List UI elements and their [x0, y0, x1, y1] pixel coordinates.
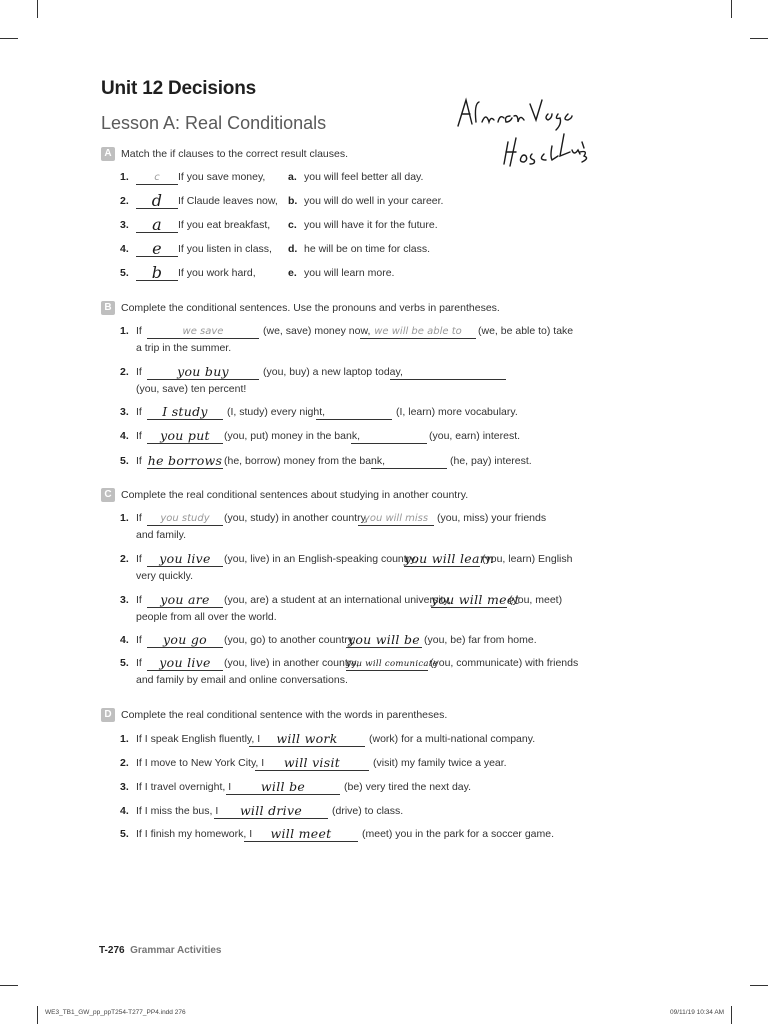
- answer-blank[interactable]: will be: [226, 781, 340, 795]
- answer-blank[interactable]: you are: [147, 594, 223, 608]
- answer-blank[interactable]: c: [136, 171, 178, 185]
- answer-blank[interactable]: [316, 406, 392, 420]
- answer-blank[interactable]: you study: [147, 512, 223, 526]
- answer-blank[interactable]: a: [136, 219, 178, 233]
- crop-mark: [731, 0, 732, 18]
- handwritten-signature: [452, 94, 592, 174]
- answer-blank[interactable]: [371, 455, 447, 469]
- answer-blank[interactable]: we will be able to: [360, 325, 476, 339]
- crop-mark: [731, 1006, 732, 1024]
- crop-mark: [750, 38, 768, 39]
- page-footer: [99, 945, 221, 956]
- answer-blank[interactable]: will drive: [214, 805, 328, 819]
- crop-mark: [37, 1006, 38, 1024]
- section-badge: A: [101, 147, 115, 161]
- lesson-title: Lesson A: Real Conditionals: [101, 113, 327, 133]
- answer-blank[interactable]: I study: [147, 406, 223, 420]
- answer-blank[interactable]: you will meet: [431, 592, 520, 607]
- unit-title: Unit 12 Decisions: [101, 78, 256, 99]
- answer-blank[interactable]: he borrows: [147, 453, 223, 468]
- answer-blank[interactable]: you will comunicate: [346, 659, 438, 669]
- answer-blank[interactable]: you put: [147, 430, 223, 444]
- answer-blank[interactable]: you live: [147, 553, 223, 567]
- answer-blank[interactable]: b: [136, 267, 178, 281]
- answer-blank[interactable]: you go: [147, 634, 223, 648]
- answer-blank[interactable]: you will miss: [358, 512, 434, 526]
- answer-blank[interactable]: you buy: [147, 366, 259, 380]
- answer-blank[interactable]: you will be: [346, 634, 422, 648]
- answer-blank[interactable]: will work: [249, 733, 365, 747]
- answer-blank[interactable]: will meet: [244, 828, 358, 842]
- answer-blank[interactable]: will visit: [255, 757, 369, 771]
- answer-blank[interactable]: you will learn: [404, 551, 495, 566]
- answer-blank[interactable]: we save: [147, 325, 259, 339]
- crop-mark: [750, 985, 768, 986]
- crop-mark: [0, 38, 18, 39]
- answer-blank[interactable]: e: [136, 243, 178, 257]
- answer-blank[interactable]: [351, 430, 427, 444]
- answer-blank[interactable]: d: [136, 195, 178, 209]
- footer-section: Grammar Activities: [130, 945, 222, 956]
- answer-blank[interactable]: you live: [147, 657, 223, 671]
- section-badge: B: [101, 301, 115, 315]
- section-badge: D: [101, 708, 115, 722]
- crop-mark: [37, 0, 38, 18]
- page-number: T-276: [99, 945, 125, 956]
- print-slug-file: WE3_TB1_GW_pp_ppT254-T277_PP4.indd 276: [45, 1009, 186, 1016]
- crop-mark: [0, 985, 18, 986]
- answer-blank[interactable]: [390, 366, 506, 380]
- print-slug-date: 09/11/19 10:34 AM: [670, 1009, 725, 1016]
- section-badge: C: [101, 488, 115, 502]
